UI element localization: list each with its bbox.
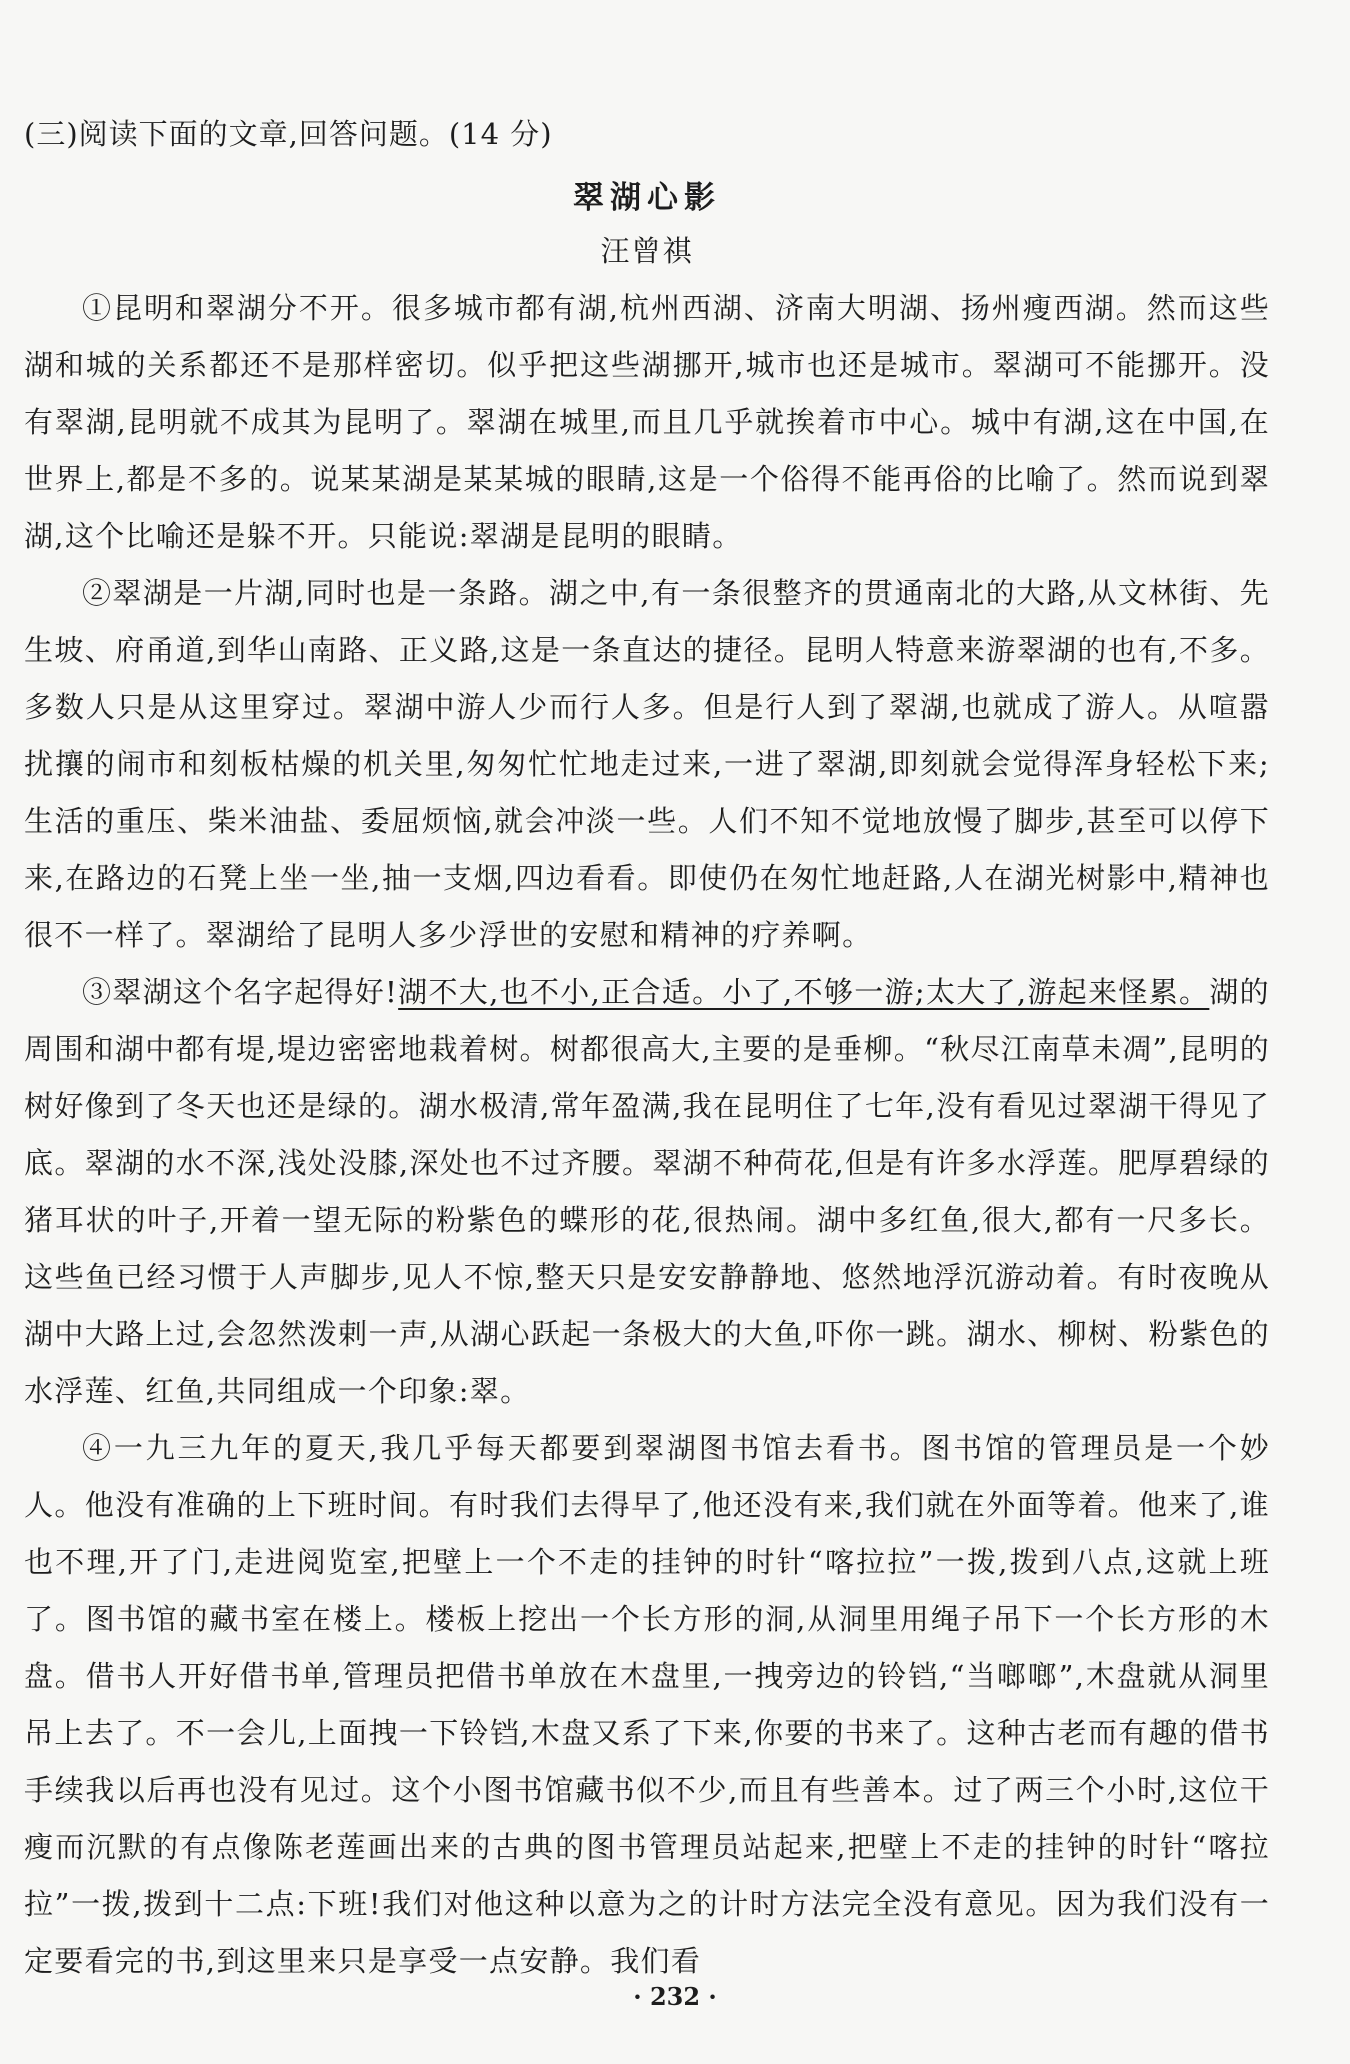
paragraph-3 (24, 964, 1270, 1420)
section-heading: (三)阅读下面的文章,回答问题。(14 分) (24, 117, 553, 151)
page-number: · 232 · (633, 1982, 717, 2011)
paragraph-1-text: ①昆明和翠湖分不开。很多城市都有湖,杭州西湖、济南大明湖、扬州瘦西湖。然而这些湖和城的关系都还不是那样密切。似乎把这些湖挪开,城市也还是城市。翠湖可不能挪开。没有翠湖,昆明就不成其为昆明了。翠湖在城里,而且几乎就挨着市中心。城中有湖,这在中国,在世界上,都是不多的。说某某湖是某某城的眼睛,这是一个俗得不能再俗的比喻了。然而说到翠湖,这个比喻还是躲不开。只能说:翠湖是昆明的眼睛。 (24, 291, 1270, 553)
paragraph-3-text-end: 湖的周围和湖中都有堤,堤边密密地栽着树。树都很高大,主要的是垂柳。“秋尽江南草未凋”,昆明的树好像到了冬天也还是绿的。湖水极清,常年盈满,我在昆明住了七年,没有看见过翠湖干得见了底。翠湖的水不深,浅处没膝,深处也不过齐腰。翠湖不种荷花,但是有许多水浮莲。肥厚碧绿的猪耳状的叶子,开着一望无际的粉紫色的蝶形的花,很热闹。湖中多红鱼,很大,都有一尺多长。这些鱼已经习惯于人声脚步,见人不惊,整天只是安安静静地、悠然地浮沉游动着。有时夜晚从湖中大路上过,会忽然泼剌一声,从湖心跃起一条极大的大鱼,吓你一跳。湖水、柳树、粉紫色的水浮莲、红鱼,共同组成一个印象:翠。 (24, 975, 1270, 1408)
paragraph-3-underlined-sentence: 湖不大,也不小,正合适。小了,不够一游;太大了,游起来怪累。 (398, 975, 1210, 1009)
paragraph-4-text: ④一九三九年的夏天,我几乎每天都要到翠湖图书馆去看书。图书馆的管理员是一个妙人。他没有准确的上下班时间。有时我们去得早了,他还没有来,我们就在外面等着。他来了,谁也不理,开了门,走进阅览室,把壁上一个不走的挂钟的时针“喀拉拉”一拨,拨到八点,这就上班了。图书馆的藏书室在楼上。楼板上挖出一个长方形的洞,从洞里用绳子吊下一个长方形的木盘。借书人开好借书单,管理员把借书单放在木盘里,一拽旁边的铃铛,“当啷啷”,木盘就从洞里吊上去了。不一会儿,上面拽一下铃铛,木盘又系了下来,你要的书来了。这种古老而有趣的借书手续我以后再也没有见过。这个小图书馆藏书似不少,而且有些善本。过了两三个小时,这位干瘦而沉默的有点像陈老莲画出来的古典的图书管理员站起来,把壁上不走的挂钟的时针“喀拉拉”一拨,拨到十二点:下班!我们对他这种以意为之的计时方法完全没有意见。因为我们没有一定要看完的书,到这里来只是享受一点安静。我们看 (24, 1431, 1270, 1978)
paragraph-2 (24, 565, 1270, 964)
page-content (24, 106, 1270, 1990)
paragraph-1 (24, 280, 1270, 565)
article-author: 汪曾祺 (600, 234, 694, 268)
paragraph-3-text-start: ③翠湖这个名字起得好! (82, 975, 399, 1009)
article-title: 翠湖心影 (573, 180, 721, 216)
paragraph-2-text: ②翠湖是一片湖,同时也是一条路。湖之中,有一条很整齐的贯通南北的大路,从文林街、先生坡、府甬道,到华山南路、正义路,这是一条直达的捷径。昆明人特意来游翠湖的也有,不多。多数人只是从这里穿过。翠湖中游人少而行人多。但是行人到了翠湖,也就成了游人。从喧嚣扰攘的闹市和刻板枯燥的机关里,匆匆忙忙地走过来,一进了翠湖,即刻就会觉得浑身轻松下来;生活的重压、柴米油盐、委屈烦恼,就会冲淡一些。人们不知不觉地放慢了脚步,甚至可以停下来,在路边的石凳上坐一坐,抽一支烟,四边看看。即使仍在匆忙地赶路,人在湖光树影中,精神也很不一样了。翠湖给了昆明人多少浮世的安慰和精神的疗养啊。 (24, 576, 1270, 952)
paragraph-4 (24, 1420, 1270, 1990)
